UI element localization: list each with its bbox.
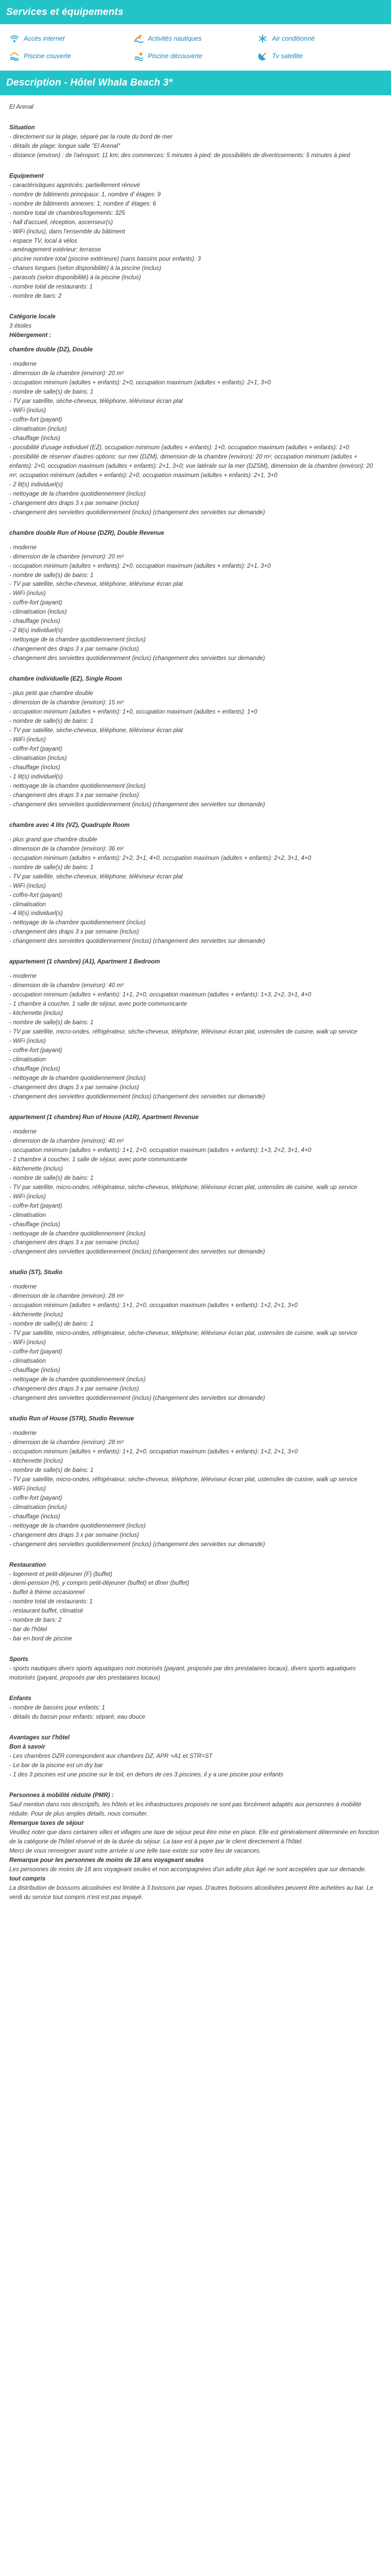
room-line: - changement des draps 3 x par semaine (inclus)	[9, 1385, 139, 1393]
room-line: - nettoyage de la chambre quotidiennement (inclus)	[9, 1376, 146, 1383]
room-line: - coffre-fort (payant)	[9, 745, 62, 752]
room-line: - nettoyage de la chambre quotidiennement (inclus)	[9, 1522, 146, 1529]
list-line: - logement et petit-déjeuner (F) (buffet)	[9, 1570, 112, 1578]
room-line: - moderne	[9, 1429, 37, 1436]
room-line: - climatisation (inclus)	[9, 754, 67, 761]
taxe-title: Remarque taxes de séjour	[9, 1819, 84, 1826]
list-line: - nombre total de restaurants: 1	[9, 1598, 93, 1605]
list-line: - nombre de bars: 2	[9, 1617, 62, 1624]
tout-compris-title: tout compris	[9, 1875, 46, 1882]
room-line: - occupation minimum (adultes + enfants): 2+0, occupation maximum (adultes + enfants): 2+1, 3+0	[9, 379, 271, 386]
room-line: - TV par satellite, sèche-cheveux, téléphone, téléviseur écran plat	[9, 398, 183, 405]
list-line: - parasols (selon disponibilité) à la piscine (inclus)	[9, 274, 141, 281]
room-block	[9, 1113, 382, 1257]
list-line: - détails du bassin pour enfants: séparé, eau douce	[9, 1714, 145, 1721]
room-line: - 4 lit(s) individuel(s)	[9, 910, 63, 917]
room-line: - TV par satellite, micro-ondes, réfrigérateur, sèche-cheveux, téléphone, téléviseur écran plat, ustensiles de cuisine, walk up service	[9, 1028, 357, 1036]
room-line: - changement des serviettes quotidiennement (inclus) (changement des serviettes sur demande)	[9, 938, 265, 945]
room-line: - chauffage (inclus)	[9, 764, 60, 771]
room-line: - WiFi (inclus)	[9, 1038, 46, 1045]
mineurs-text: Les personnes de moins de 18 ans voyageant seules et non accompagnées d'un adulte plus âgé ne sont acceptées que sur demande.	[9, 1866, 366, 1873]
room-line: - changement des draps 3 x par semaine (inclus)	[9, 791, 139, 799]
room-line: - WiFi (inclus)	[9, 882, 46, 889]
enfants-title: Enfants	[9, 1695, 31, 1702]
room-line: - occupation minimum (adultes + enfants): 1+1, 2+0, occupation maximum (adultes + enfants): 1+3, 2+2, 3+1, 4+0	[9, 1146, 312, 1154]
room-title: chambre avec 4 lits (VZ), Quadruple Room	[9, 821, 130, 828]
room-line: - chauffage (inclus)	[9, 1367, 60, 1374]
room-line: - chauffage (inclus)	[9, 1221, 60, 1228]
room-title: studio (ST), Studio	[9, 1269, 63, 1276]
room-title: chambre double (DZ), Double	[9, 346, 93, 353]
room-line: - 2 lit(s) individuel(s)	[9, 627, 63, 634]
room-line: - plus petit que chambre double	[9, 690, 93, 697]
room-line: - dimension de la chambre (environ): 40 m²	[9, 982, 124, 989]
satellite-icon	[257, 51, 268, 61]
room-line: - chauffage (inclus)	[9, 1065, 60, 1072]
room-title: studio Run of House (STR), Studio Revenue	[9, 1415, 134, 1422]
equipment-item-aircon	[257, 33, 382, 44]
room-title: chambre double Run of House (DZR), Double Revenue	[9, 529, 165, 536]
list-line: - nombre de bassins pour enfants: 1	[9, 1704, 105, 1711]
room-line: - occupation minimum (adultes + enfants): 2+2, 3+1, 4+0, occupation maximum (adultes + enfants): 2+2, 3+1, 4+0	[9, 854, 312, 861]
room-line: - nettoyage de la chambre quotidiennement (inclus)	[9, 1230, 146, 1237]
list-line: - chaises longues (selon disponibilité) à la piscine (inclus)	[9, 265, 161, 272]
equipement-lines	[9, 181, 382, 301]
room-line: - chauffage (inclus)	[9, 618, 60, 625]
list-line: - nombre de bars: 2	[9, 293, 62, 300]
category-block	[9, 312, 382, 340]
room-line: - WiFi (inclus)	[9, 1193, 46, 1200]
equipment-section-title: Services et équipements	[0, 0, 391, 24]
room-line: - dimension de la chambre (environ): 28 m²	[9, 1293, 124, 1300]
room-block	[9, 821, 382, 946]
address: El Arenal	[9, 103, 34, 110]
avantages-title: Avantages sur l'hôtel	[9, 1734, 70, 1741]
room-block	[9, 1414, 382, 1549]
room-line: - kitchenette (inclus)	[9, 1010, 63, 1017]
watersports-icon	[134, 33, 144, 44]
room-line: - TV par satellite, micro-ondes, réfrigérateur, sèche-cheveux, téléphone, téléviseur écran plat, ustensiles de cuisine, walk up service	[9, 1330, 357, 1337]
list-line: - restaurant buffet, climatisé	[9, 1607, 84, 1615]
room-line: - 1 chambre à coucher, 1 salle de séjour, avec porte communicante	[9, 1001, 187, 1008]
list-line: - 1 des 3 piscines est une piscine sur le toit, en dehors de ces 3 piscines, il y a une piscine pour enfants	[9, 1771, 284, 1778]
equipment-label: Piscine découverte	[148, 52, 203, 60]
equipment-label: Air conditionné	[272, 35, 315, 42]
room-line: - dimension de la chambre (environ): 20 m²	[9, 553, 124, 560]
room-line: - moderne	[9, 361, 37, 368]
room-line: - climatisation	[9, 1211, 46, 1218]
list-line: - directement sur la plage, séparé par la route du bord de mer	[9, 133, 173, 140]
list-line: - détails de plage: longue salle "El Arenal"	[9, 142, 120, 149]
room-line: - dimension de la chambre (environ): 20 m²	[9, 370, 124, 377]
room-line: - climatisation (inclus)	[9, 425, 67, 432]
room-line: - TV par satellite, sèche-cheveux, téléphone, téléviseur écran plat	[9, 873, 183, 880]
list-line: - caractéristiques appréciés: partiellement rénové	[9, 181, 140, 189]
list-line: - nombre total de chambres/logements: 325	[9, 209, 125, 216]
room-line: - nettoyage de la chambre quotidiennement (inclus)	[9, 490, 146, 497]
room-line: - climatisation	[9, 1056, 46, 1063]
room-line: - climatisation	[9, 1358, 46, 1365]
room-line: - changement des draps 3 x par semaine (inclus)	[9, 1239, 139, 1246]
room-line: - WiFi (inclus)	[9, 590, 46, 597]
list-line: - piscine nombre total (piscine extérieure) (sans bassins pour enfants): 3	[9, 256, 201, 263]
pmr-block	[9, 1791, 382, 1902]
pmr-title: Personnes à mobilité réduite (PMR) :	[9, 1791, 114, 1799]
room-line: - occupation minimum (adultes + enfants): 1+1, 2+0, occupation maximum (adultes + enfants): 1+2, 2+1, 3+0	[9, 1302, 298, 1309]
room-line: - occupation minimum (adultes + enfants): 1+0, occupation maximum (adultes + enfants): 1+0	[9, 708, 257, 716]
list-line: - aménagement extérieur: terrasse	[9, 246, 101, 253]
indoor-pool-icon	[9, 51, 20, 61]
room-line: - changement des draps 3 x par semaine (inclus)	[9, 499, 139, 506]
wifi-icon	[9, 33, 20, 44]
list-line: - hall d'accueil, réception, ascenseur(s)	[9, 218, 113, 226]
room-line: - climatisation (inclus)	[9, 1503, 67, 1511]
hebergement-title: Hébergement :	[9, 332, 52, 339]
room-line: - nettoyage de la chambre quotidiennement (inclus)	[9, 636, 146, 643]
equipement-title: Equipement	[9, 172, 44, 179]
room-line: - coffre-fort (payant)	[9, 1202, 62, 1209]
sports-text: - sports nautiques divers sports aquatiques non motorisés (payant, proposés par des prestataires locaux), divers sports aquatiques motorisés (payant, proposés par des prestataires locaux)	[9, 1665, 356, 1682]
situation-lines	[9, 132, 382, 160]
room-line: - nombre de salle(s) de bains: 1	[9, 1320, 94, 1328]
room-block	[9, 529, 382, 664]
room-line: - kitchenette (inclus)	[9, 1165, 63, 1172]
outdoor-pool-icon	[134, 51, 144, 61]
room-line: - nettoyage de la chambre quotidiennement (inclus)	[9, 782, 146, 789]
room-line: - nombre de salle(s) de bains: 1	[9, 718, 94, 725]
room-line: - occupation minimum (adultes + enfants): 1+1, 2+0, occupation maximum (adultes + enfants): 1+3, 2+2, 3+1, 4+0	[9, 991, 312, 998]
room-line: - changement des draps 3 x par semaine (inclus)	[9, 646, 139, 653]
equipment-item-indoor-pool	[9, 51, 134, 61]
room-title: chambre individuelle (EZ), Single Room	[9, 675, 122, 683]
list-line: - nombre de bâtiments annexes: 1, nombre d' étages: 6	[9, 200, 156, 207]
category-value: 3 étoiles	[9, 323, 32, 330]
restauration-lines	[9, 1570, 382, 1644]
room-line: - occupation minimum (adultes + enfants): 1+1, 2+0, occupation maximum (adultes + enfants): 1+2, 2+1, 3+0	[9, 1448, 298, 1455]
room-block	[9, 1268, 382, 1403]
situation-block	[9, 123, 382, 160]
list-line: - nombre total de restaurants: 1	[9, 283, 93, 291]
description-section-title: Description - Hôtel Whala Beach 3*	[0, 71, 391, 95]
list-line: - distance (environ) : de l'aéroport: 11 km; des commerces: 5 minutes à pied; de possibilités de divertissements: 5 minutes à pied	[9, 151, 350, 159]
equipment-label: Activités nautiques	[148, 35, 202, 42]
room-line: - TV par satellite, micro-ondes, réfrigérateur, sèche-cheveux, téléphone, téléviseur écran plat, ustensiles de cuisine, walk up service	[9, 1476, 357, 1483]
room-line: - 1 chambre à coucher, 1 salle de séjour, avec porte communicante	[9, 1156, 187, 1163]
situation-title: Situation	[9, 124, 35, 131]
room-line: - dimension de la chambre (environ): 36 m²	[9, 845, 124, 852]
room-line: - TV par satellite, micro-ondes, réfrigérateur, sèche-cheveux, téléphone, téléviseur écran plat, ustensiles de cuisine, walk up service	[9, 1183, 357, 1191]
room-line: - 2 lit(s) individuel(s)	[9, 481, 63, 488]
room-line: - coffre-fort (payant)	[9, 599, 62, 606]
room-line: - 1 lit(s) individuel(s)	[9, 773, 63, 780]
room-block	[9, 957, 382, 1101]
room-line: - nettoyage de la chambre quotidiennement (inclus)	[9, 919, 146, 926]
room-line: - moderne	[9, 973, 37, 980]
room-line: - nombre de salle(s) de bains: 1	[9, 1466, 94, 1473]
room-line: - possibilité de réserver d'autres options: sur mer (DZM), dimension de la chambre (environ): 20 m², occupation minimum (adultes + enfants): 2+0, occupation maximum (adultes + enfants): 2+1, 3+0; vue latérale sur la mer (DZSM), dimension de la chambre (environ): 20 m², occupation minimum (adultes + enfants): 2+0, occupation maximum (adultes + enfants): 2+1, 3+0	[9, 453, 373, 479]
room-line: - nettoyage de la chambre quotidiennement (inclus)	[9, 1074, 146, 1081]
room-line: - TV par satellite, sèche-cheveux, téléphone, téléviseur écran plat	[9, 727, 183, 734]
room-line: - coffre-fort (payant)	[9, 1047, 62, 1054]
taxe-text-2: Merci de vous renseigner avant votre arrivée si une telle taxe existe sur votre lieu de vacances.	[9, 1847, 261, 1854]
equipment-label: Piscine couverte	[24, 52, 71, 60]
room-line: - changement des serviettes quotidiennement (inclus) (changement des serviettes sur demande)	[9, 801, 265, 808]
rooms-list	[9, 345, 382, 1549]
list-line: - WiFi (inclus), dans l'ensemble du bâtiment	[9, 228, 125, 235]
restauration-block	[9, 1561, 382, 1644]
room-line: - moderne	[9, 1128, 37, 1135]
equipment-label: Tv satellite	[272, 52, 303, 60]
room-title: appartement (1 chambre) Run of House (A1R), Apartment Revenue	[9, 1113, 199, 1121]
room-line: - coffre-fort (payant)	[9, 416, 62, 423]
room-line: - kitchenette (inclus)	[9, 1457, 63, 1464]
equipment-grid	[0, 24, 391, 71]
room-line: - occupation minimum (adultes + enfants): 2+0, occupation maximum (adultes + enfants): 2+1, 3+0	[9, 562, 271, 569]
list-line: - bar en bord de piscine	[9, 1635, 72, 1642]
list-line: - Le bar de la piscine est un dry bar	[9, 1761, 103, 1769]
list-line: - bar de l'hôtel	[9, 1626, 47, 1633]
room-line: - possibilité d'usage individuel (EZ), occupation minimum (adultes + enfants): 1+0, occupation maximum (adultes + enfants): 1+0	[9, 444, 349, 451]
room-line: - changement des serviettes quotidiennement (inclus) (changement des serviettes sur demande)	[9, 1248, 265, 1256]
restauration-title: Restauration	[9, 1561, 46, 1568]
sports-title: Sports	[9, 1656, 28, 1663]
room-title: appartement (1 chambre) (A1), Apartment 1 Bedroom	[9, 958, 160, 965]
room-line: - dimension de la chambre (environ): 15 m²	[9, 699, 124, 706]
room-line: - nombre de salle(s) de bains: 1	[9, 1174, 94, 1181]
category-title: Catégorie locale	[9, 313, 56, 320]
room-line: - nombre de salle(s) de bains: 1	[9, 571, 94, 579]
room-line: - changement des draps 3 x par semaine (inclus)	[9, 1083, 139, 1091]
room-line: - moderne	[9, 544, 37, 551]
enfants-block	[9, 1694, 382, 1722]
enfants-lines	[9, 1703, 382, 1722]
room-line: - changement des draps 3 x par semaine (inclus)	[9, 1531, 139, 1538]
room-line: - climatisation (inclus)	[9, 608, 67, 616]
room-line: - changement des serviettes quotidiennement (inclus) (changement des serviettes sur demande)	[9, 1540, 265, 1548]
room-line: - nombre de salle(s) de bains: 1	[9, 863, 94, 871]
room-line: - chauffage (inclus)	[9, 1513, 60, 1520]
room-block	[9, 345, 382, 517]
equipment-item-outdoor-pool	[134, 51, 258, 61]
list-line: - Les chambres DZR correspondent aux chambres DZ, APR +A1 et STR=ST	[9, 1753, 213, 1759]
taxe-text: Veuillez noter que dans certaines villes et villages une taxe de séjour peut être mise en place. Elle est généralement déterminée en fonction de la catégorie de l'hôtel réservé et de la durée du séjour. La taxe est à payer par le client directement à l'hôtel.	[9, 1828, 379, 1845]
bon-a-savoir-lines	[9, 1752, 382, 1780]
room-line: - coffre-fort (payant)	[9, 1348, 62, 1355]
room-line: - nombre de salle(s) de bains: 1	[9, 1019, 94, 1026]
room-line: - WiFi (inclus)	[9, 407, 46, 414]
room-line: - climatisation	[9, 901, 46, 908]
list-line: - demi-pension (H), y compris petit-déjeuner (buffet) et dîner (buffet)	[9, 1580, 189, 1587]
bon-a-savoir-title: Bon à savoir	[9, 1743, 45, 1751]
room-line: - coffre-fort (payant)	[9, 891, 62, 899]
equipment-item-watersports	[134, 33, 258, 44]
room-line: - changement des serviettes quotidiennement (inclus) (changement des serviettes sur demande)	[9, 509, 265, 516]
room-line: - dimension de la chambre (environ): 40 m²	[9, 1137, 124, 1144]
room-line: - changement des serviettes quotidiennement (inclus) (changement des serviettes sur demande)	[9, 655, 265, 662]
equipment-item-satellite	[257, 51, 382, 61]
room-line: - changement des serviettes quotidiennement (inclus) (changement des serviettes sur demande)	[9, 1395, 265, 1401]
room-line: - kitchenette (inclus)	[9, 1311, 63, 1318]
room-line: - WiFi (inclus)	[9, 1485, 46, 1492]
avantages-block	[9, 1733, 382, 1780]
list-line: - nombre de bâtiments principaux: 1, nombre d' étages: 9	[9, 191, 161, 198]
equipement-block	[9, 172, 382, 301]
room-line: - changement des draps 3 x par semaine (inclus)	[9, 928, 139, 936]
pmr-text: Sauf mention dans nos descriptifs, les hôtels et les infrastructures proposés ne sont pas forcément adaptés aux personnes à mobilité réduite. Pour de plus amples détails, nous consulter.	[9, 1801, 362, 1817]
description-body	[0, 95, 391, 1902]
equipment-item-internet	[9, 33, 134, 44]
room-line: - moderne	[9, 1283, 37, 1291]
room-line: - dimension de la chambre (environ): 28 m²	[9, 1438, 124, 1446]
room-line: - WiFi (inclus)	[9, 1339, 46, 1346]
snowflake-icon	[257, 33, 268, 44]
tout-compris-text: La distribution de boissons alcoolisées est limitée à 3 boissons par repas. D'autres boissons alcoolisées peuvent être achetées au bar. Le verdi du service tout compris n'est est pas impayé.	[9, 1884, 373, 1901]
room-line: - TV par satellite, sèche-cheveux, téléphone, téléviseur écran plat	[9, 581, 183, 588]
room-line: - WiFi (inclus)	[9, 736, 46, 743]
room-line: - coffre-fort (payant)	[9, 1494, 62, 1501]
mineurs-title: Remarque pour les personnes de moins de 18 ans voyageant seules	[9, 1856, 204, 1863]
room-line: - plus grand que chambre double	[9, 836, 97, 843]
room-line: - chauffage (inclus)	[9, 434, 60, 442]
room-line: - nombre de salle(s) de bains: 1	[9, 388, 94, 396]
sports-block	[9, 1655, 382, 1683]
equipment-label: Accès internet	[24, 35, 65, 42]
list-line: - buffet à thème occasionnel	[9, 1589, 85, 1596]
room-block	[9, 674, 382, 809]
list-line: - espace TV, local à vélos	[9, 237, 77, 244]
room-line: - changement des serviettes quotidiennement (inclus) (changement des serviettes sur demande)	[9, 1093, 265, 1100]
